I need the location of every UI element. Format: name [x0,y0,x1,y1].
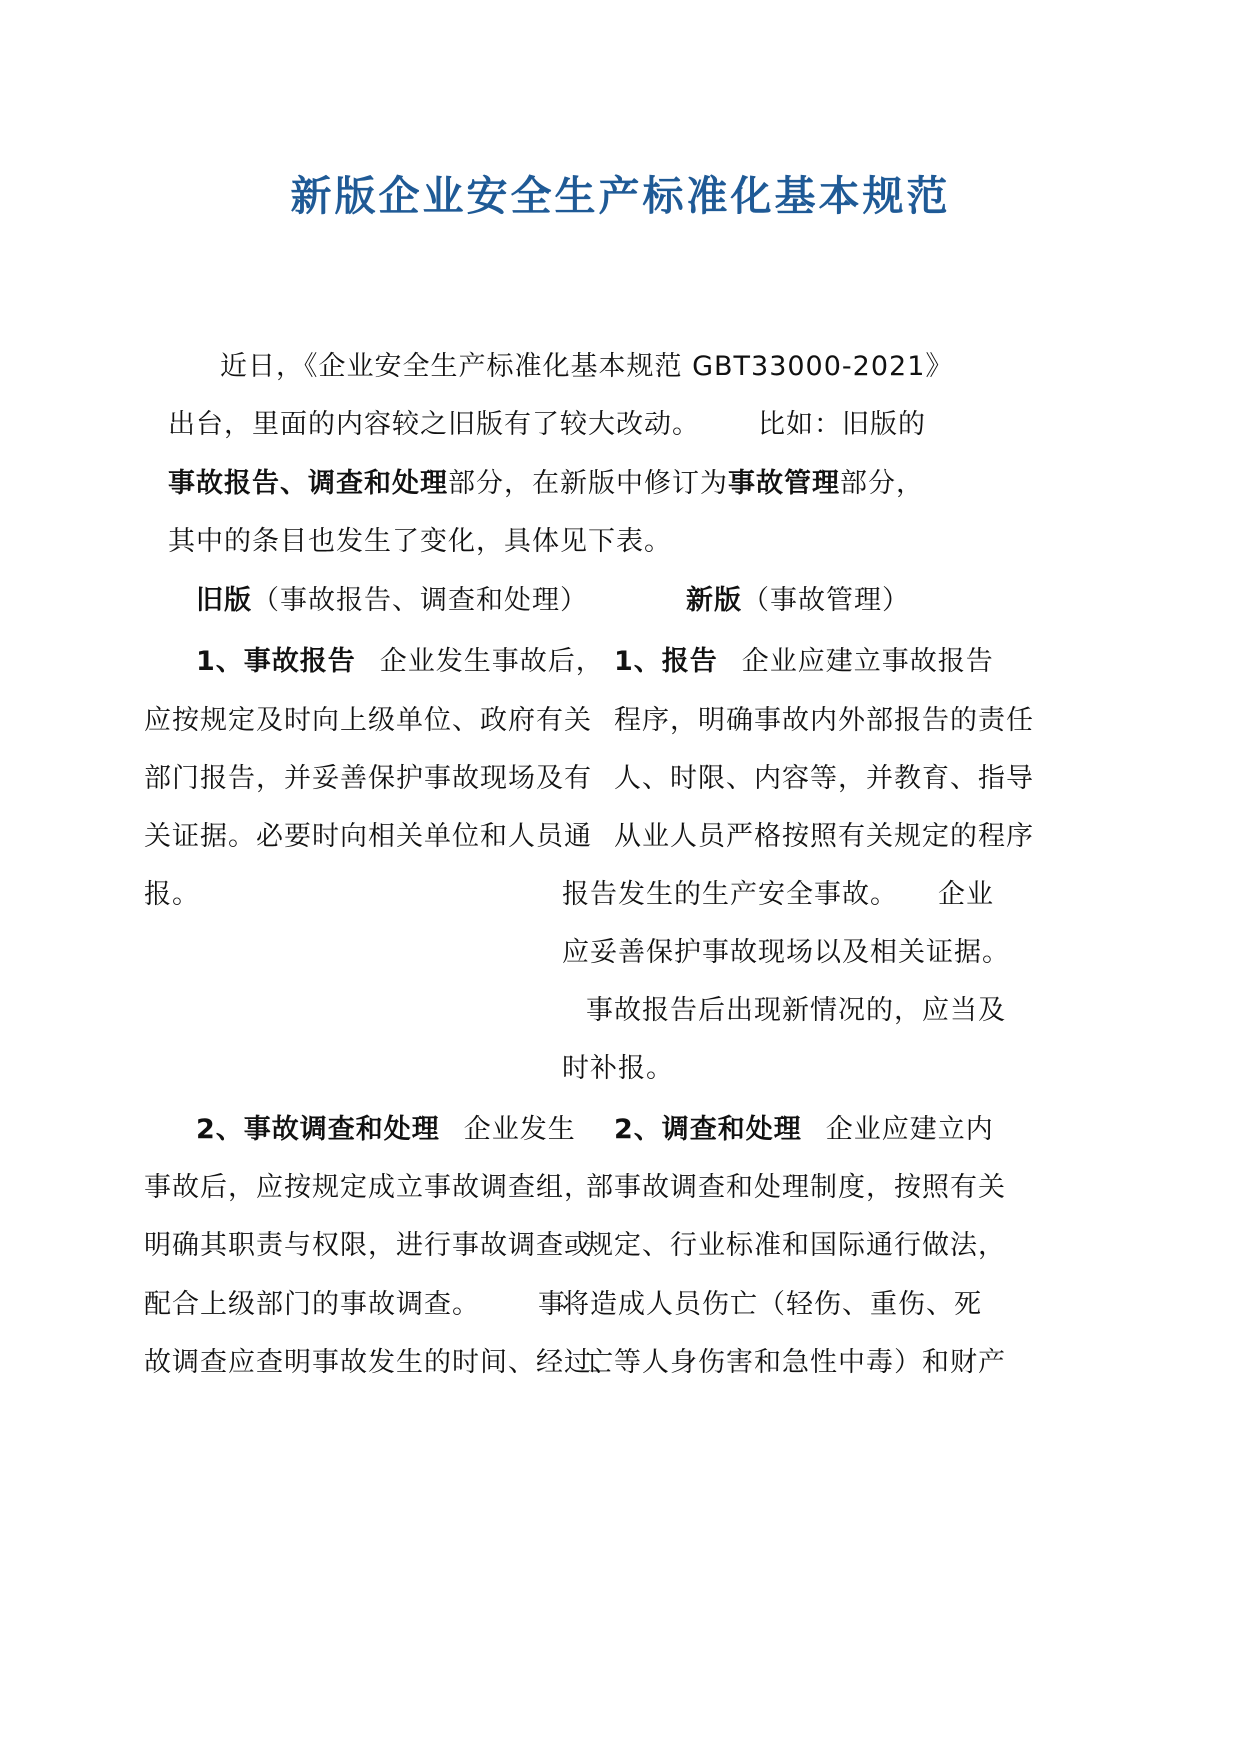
section1-new-line-7: 事故报告后出现新情况的，应当及 [586,995,1006,1026]
section1-old-line-5: 报。 [144,879,200,910]
intro-line-3-text-1: 部分，在新版中修订为 [448,468,728,499]
section2-old-line-4-a: 配合上级部门的事故调查。 [144,1289,480,1320]
section1-new-line-5-a: 报告发生的生产安全事故。 [562,879,898,910]
intro-line-3-text-2: 部分， [840,468,924,499]
section2-old-heading-line [196,1110,576,1150]
section1-old-heading-line [196,642,604,682]
section2-new-line-3: 规定、行业标准和国际通行做法， [586,1230,1006,1261]
page-title: 新版企业安全生产标准化基本规范 [290,172,951,220]
section2-old-line-4 [144,1285,566,1325]
intro-line-3 [168,464,924,504]
old-column-desc: （事故报告、调查和处理） [252,585,588,616]
section2-old-line-5: 故调查应查明事故发生的时间、经过、 [144,1347,620,1378]
section1-old-line-3: 部门报告，并妥善保护事故现场及有 [144,763,592,794]
section1-new-line-1: 企业应建立事故报告 [741,646,994,677]
section2-new-line-2: 部事故调查和处理制度，按照有关 [586,1172,1006,1203]
section2-old-line-1: 企业发生 [463,1114,576,1145]
old-section-name: 事故报告、调查和处理 [168,468,448,499]
intro-line-2-a: 出台，里面的内容较之旧版有了较大改动。 [168,409,700,440]
section2-new-line-4: 将造成人员伤亡（轻伤、重伤、死 [562,1289,982,1320]
section1-new-line-2: 程序，明确事故内外部报告的责任 [614,705,1034,736]
section2-new-heading: 2、调查和处理 [614,1114,802,1145]
new-section-name: 事故管理 [728,468,840,499]
section2-new-heading-line [614,1110,994,1150]
new-column-header [686,581,910,621]
old-column-header [196,581,588,621]
intro-line-1: 近日，《企业安全生产标准化基本规范 GBT33000-2021》 [220,351,954,382]
new-column-label: 新版 [686,585,742,616]
section1-new-heading: 1、报告 [614,646,718,677]
section2-new-line-1: 企业应建立内 [825,1114,994,1145]
section1-new-line-5 [562,875,994,915]
section1-new-line-3: 人、时限、内容等，并教育、指导 [614,763,1034,794]
section1-old-heading: 1、事故报告 [196,646,356,677]
section2-old-line-2: 事故后，应按规定成立事故调查组， [144,1172,592,1203]
section2-new-line-5: 亡等人身伤害和急性中毒）和财产 [586,1347,1006,1378]
section1-new-line-6: 应妥善保护事故现场以及相关证据。 [562,937,1010,968]
section2-old-heading: 2、事故调查和处理 [196,1114,440,1145]
section2-old-line-4-b: 事 [538,1289,566,1320]
intro-line-4: 其中的条目也发生了变化，具体见下表。 [168,526,672,557]
old-column-label: 旧版 [196,585,252,616]
intro-line-2 [168,405,926,445]
section1-new-line-8: 时补报。 [562,1053,674,1084]
section1-new-line-5-b: 企业 [938,879,994,910]
section1-new-heading-line [614,642,994,682]
intro-line-2-b: 比如：旧版的 [758,409,926,440]
section1-new-line-4: 从业人员严格按照有关规定的程序 [614,821,1034,852]
section2-old-line-3: 明确其职责与权限，进行事故调查或 [144,1230,592,1261]
new-column-desc: （事故管理） [742,585,910,616]
section1-old-line-1: 企业发生事故后， [379,646,604,677]
section1-old-line-2: 应按规定及时向上级单位、政府有关 [144,705,592,736]
section1-old-line-4: 关证据。必要时向相关单位和人员通 [144,821,592,852]
